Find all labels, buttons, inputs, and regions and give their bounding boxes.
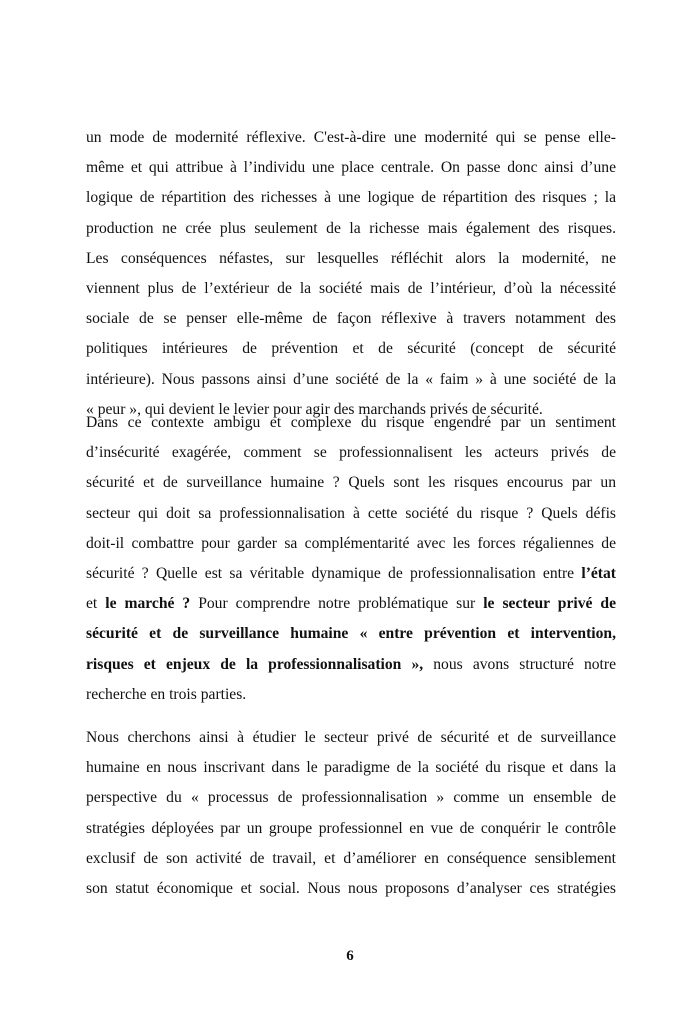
text-line [86, 619, 616, 649]
line-text: nous avons structuré notre [423, 655, 617, 673]
text-line: Dans ce contexte ambigu et complexe du risque engendré par un sentiment [86, 414, 616, 431]
text-line: production ne crée plus seulement de la richesse mais également des risques. [86, 219, 616, 237]
text-line: son statut économique et social. Nous nous proposons d’analyser ces stratégies [86, 879, 616, 897]
text-line: Les conséquences néfastes, sur lesquelles réfléchit alors la modernité, ne [86, 249, 616, 267]
text-line: secteur qui doit sa professionnalisation à cette société du risque ? Quels défis [86, 504, 616, 522]
text-line [86, 589, 616, 619]
text-line: perspective du « processus de professionnalisation » comme un ensemble de [86, 789, 616, 807]
paragraph-research-question [86, 408, 616, 710]
text-line: même et qui attribue à l’individu une place centrale. On passe donc ainsi d’une [86, 159, 616, 177]
text-line: « peur », qui devient le levier pour agir des marchands privés de sécurité. [86, 400, 543, 418]
text-line: un mode de modernité réflexive. C'est-à-dire une modernité qui se pense elle- [86, 129, 616, 146]
text-line: logique de répartition des richesses à une logique de répartition des risques ; la [86, 189, 616, 207]
text-line [86, 559, 616, 589]
emphasis-text: le marché ? [105, 595, 191, 613]
text-line: exclusif de son activité de travail, et d’améliorer en conséquence sensiblement [86, 849, 616, 867]
text-line: sécurité et de surveillance humaine ? Quels sont les risques encourus par un [86, 474, 616, 492]
emphasis-text: risques et enjeux de la professionnalisation », [86, 655, 424, 673]
text-line: d’insécurité exagérée, comment se professionnalisent les acteurs privés de [86, 444, 616, 462]
text-line: sociale de se penser elle-même de façon réflexive à travers notamment des [86, 310, 616, 328]
text-line: viennent plus de l’extérieur de la société mais de l’intérieur, d’où la nécessité [86, 279, 616, 297]
paragraph-method [86, 723, 616, 904]
text-line: Nous cherchons ainsi à étudier le secteur privé de sécurité et de surveillance [86, 729, 616, 746]
text-line: intérieure). Nous passons ainsi d’une société de la « faim » à une société de la [86, 370, 616, 388]
text-line: stratégies déployées par un groupe professionnel en vue de conquérir le contrôle [86, 819, 616, 837]
text-line: politiques intérieures de prévention et de sécurité (concept de sécurité [86, 340, 616, 358]
emphasis-text: le secteur privé de [483, 595, 617, 613]
page-number: 6 [346, 948, 354, 964]
line-text: sécurité ? Quelle est sa véritable dynamique de professionnalisation entre [86, 564, 582, 582]
text-line [86, 650, 616, 680]
emphasis-text: sécurité et de surveillance humaine « entre prévention et intervention, [86, 625, 616, 643]
text-line: humaine en nous inscrivant dans le paradigme de la société du risque et dans la [86, 759, 616, 777]
text-line: recherche en trois parties. [86, 685, 247, 703]
line-text: et [86, 595, 106, 613]
text-line: doit-il combattre pour garder sa complémentarité avec les forces régaliennes de [86, 534, 616, 552]
emphasis-text: l’état [581, 564, 616, 582]
line-text: Pour comprendre notre problématique sur [190, 595, 484, 613]
paragraph-reflexive-modernity [86, 123, 616, 425]
